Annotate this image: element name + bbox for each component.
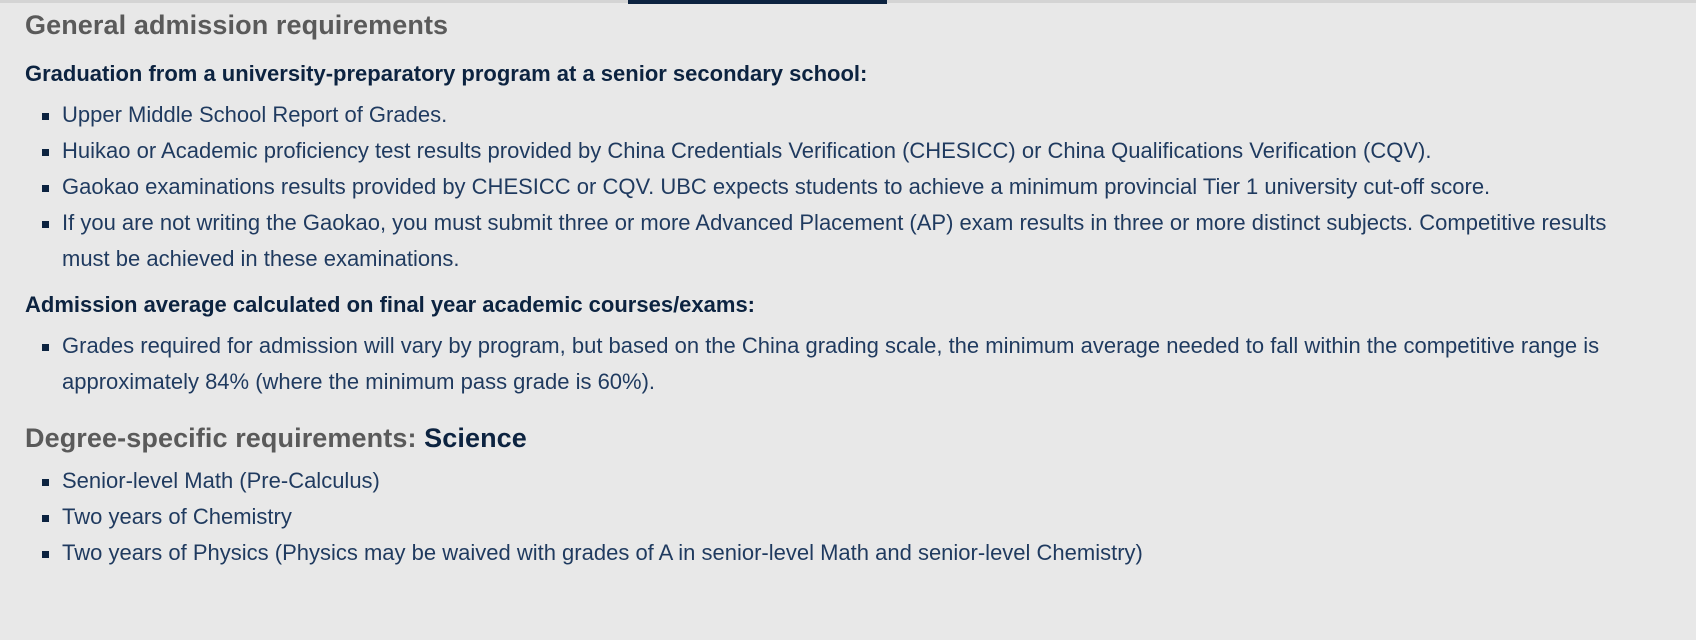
bullet-icon <box>42 185 49 192</box>
list-item <box>25 535 1685 571</box>
list-item-text: Upper Middle School Report of Grades. <box>62 102 448 127</box>
degree-title-prefix: Degree-specific requirements: <box>25 423 425 453</box>
list-item-text: Grades required for admission will vary by program, but based on the China grading scale, the minimum average needed to fall within the competitive range is approximately 84% (where the minimum pass grade is 60%). <box>62 333 1600 394</box>
bullet-icon <box>42 551 49 558</box>
list-item <box>25 133 1685 169</box>
list-item-text: Two years of Physics (Physics may be waived with grades of A in senior-level Math and senior-level Chemistry) <box>62 540 1143 565</box>
graduation-list <box>25 97 1685 277</box>
bullet-icon <box>42 113 49 120</box>
list-item-text: Huikao or Academic proficiency test results provided by China Credentials Verification (CHESICC) or China Qualifications Verification (CQV). <box>62 138 1432 163</box>
list-item <box>25 205 1632 277</box>
degree-name: Science <box>424 423 527 453</box>
list-item <box>25 463 1685 499</box>
list-item <box>25 97 1685 133</box>
list-item <box>25 169 1685 205</box>
list-item-text: Senior-level Math (Pre-Calculus) <box>62 468 380 493</box>
bullet-icon <box>42 479 49 486</box>
requirements-content <box>25 6 1685 571</box>
list-item-text: Gaokao examinations results provided by CHESICC or CQV. UBC expects students to achieve a minimum provincial Tier 1 university cut-off score. <box>62 174 1491 199</box>
list-item-text: If you are not writing the Gaokao, you must submit three or more Advanced Placement (AP) exam results in three or more distinct subjects. Competitive results must be achieved in these examinations. <box>62 210 1607 271</box>
admission-average-heading: Admission average calculated on final year academic courses/exams: <box>25 292 756 317</box>
bullet-icon <box>42 515 49 522</box>
degree-requirements-list <box>25 463 1685 571</box>
admission-average-list <box>25 328 1685 400</box>
active-tab-indicator <box>628 0 887 4</box>
list-item <box>25 328 1632 400</box>
bullet-icon <box>42 149 49 156</box>
degree-requirements-title <box>25 419 1685 457</box>
general-requirements-title: General admission requirements <box>25 10 449 40</box>
list-item <box>25 499 1685 535</box>
bullet-icon <box>42 344 49 351</box>
graduation-heading: Graduation from a university-preparatory program at a senior secondary school: <box>25 61 868 86</box>
list-item-text: Two years of Chemistry <box>62 504 292 529</box>
bullet-icon <box>42 221 49 228</box>
